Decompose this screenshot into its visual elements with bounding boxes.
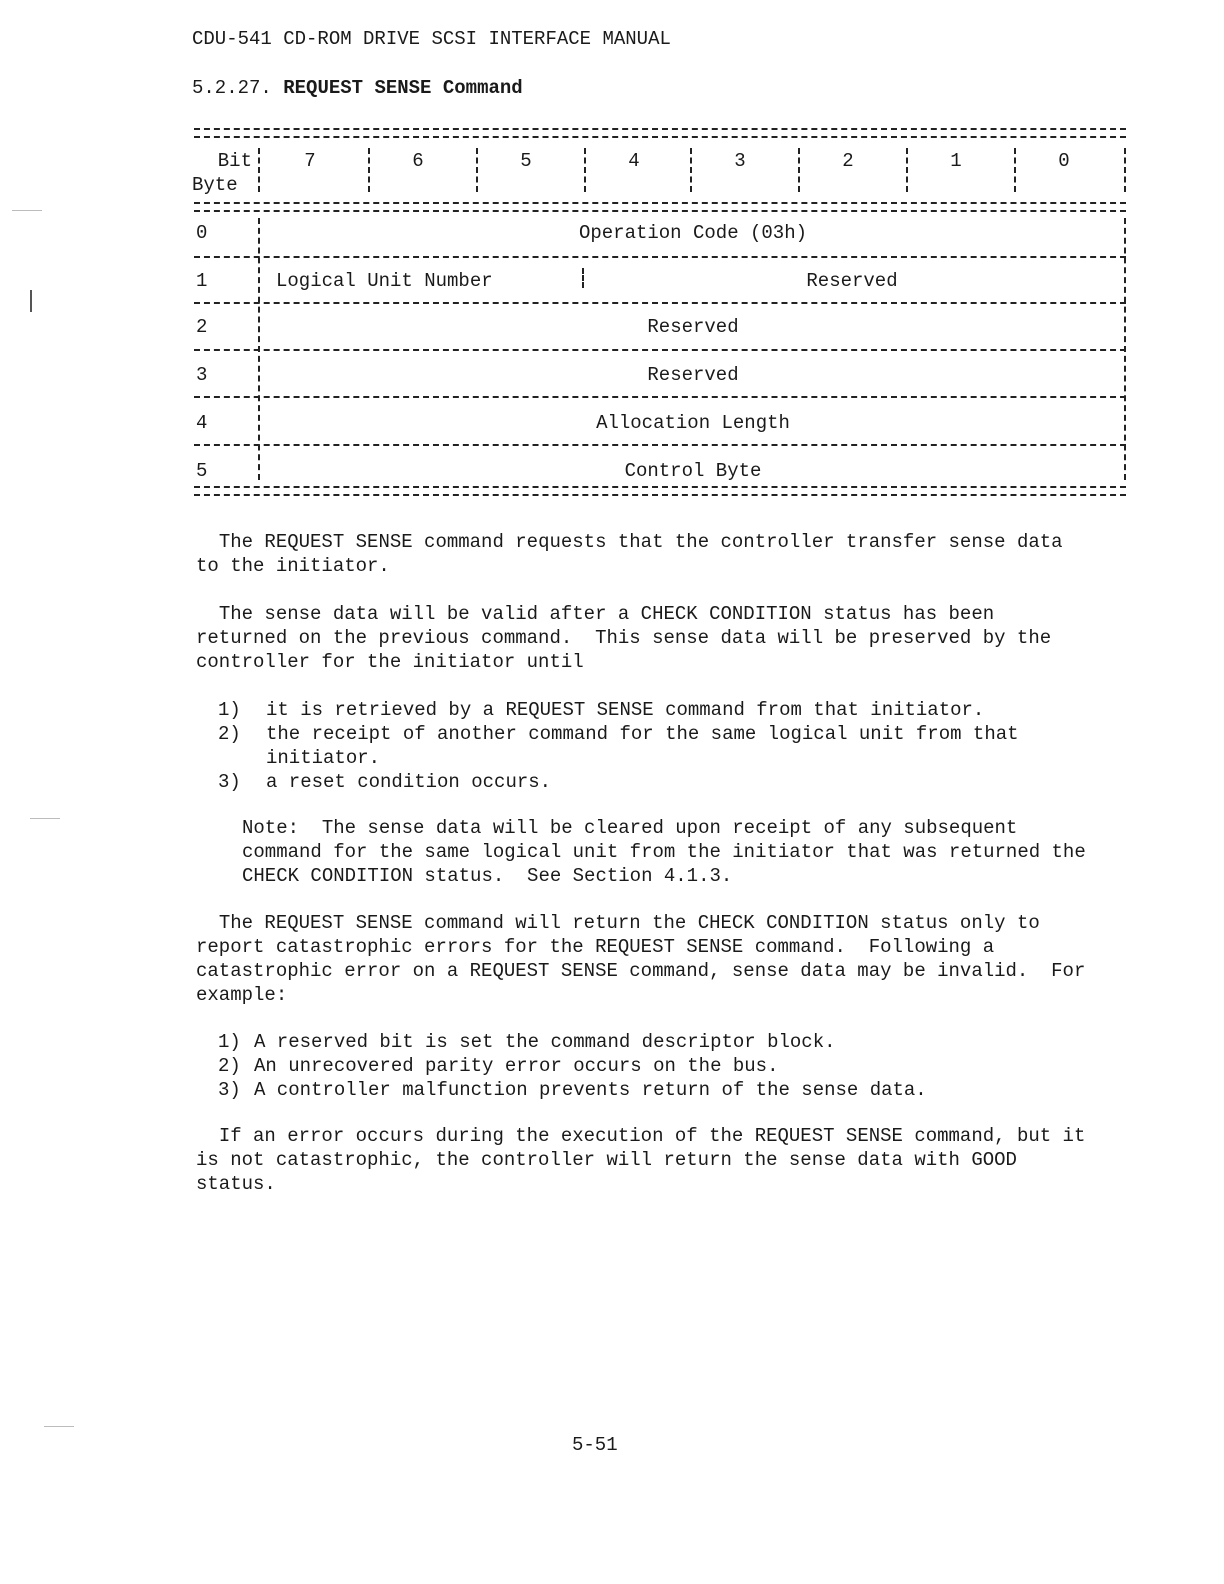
section-heading [192,77,523,99]
scan-mark [12,210,42,211]
bit-header-4: 4 [628,150,640,172]
reserved-field: Reserved [806,270,898,292]
bit-header-1: 1 [950,150,962,172]
byte-number: 1 [196,270,208,292]
bit-label: Bit [217,150,252,172]
paragraph: The sense data will be valid after a CHECK CONDITION status has been returned on the previous command. This sense data will be preserved by the controller for the initiator until [196,603,1052,673]
operation-code-field: Operation Code (03h) [578,222,808,244]
section-title: REQUEST SENSE Command [283,77,523,99]
running-header: CDU-541 CD-ROM DRIVE SCSI INTERFACE MANUAL [192,28,671,50]
list-item: 1) it is retrieved by a REQUEST SENSE command from that initiator. [218,699,985,721]
scan-mark [44,1426,74,1427]
bit-header-0: 0 [1058,150,1070,172]
retention-conditions-list [196,698,1086,794]
bit-header-2: 2 [842,150,854,172]
paragraph: If an error occurs during the execution of the REQUEST SENSE command, but it is not catastrophic, the controller will return the sense data with GOOD status. [196,1125,1086,1195]
list-item: 3) a reset condition occurs. [218,771,552,793]
allocation-length-field: Allocation Length [596,412,790,434]
list-item: 2) the receipt of another command for the same logical unit from that initiator. [218,723,1019,769]
table-header-rule [194,202,1126,212]
list-item: 2) An unrecovered parity error occurs on the bus. [218,1055,779,1077]
reserved-field: Reserved [647,364,739,386]
page-number: 5-51 [572,1434,618,1456]
bit-header-3: 3 [734,150,746,172]
byte-number: 4 [196,412,208,434]
bit-header-7: 7 [304,150,316,172]
list-item: 3) A controller malfunction prevents return of the sense data. [218,1079,927,1101]
note: Note: The sense data will be cleared upon receipt of any subsequent command for the same logical unit from the initiator that was returned the CHECK CONDITION status. See Section 4.1.3. [242,817,1086,887]
paragraph: The REQUEST SENSE command requests that the controller transfer sense data to the initiator. [196,531,1063,577]
paragraph: The REQUEST SENSE command will return the CHECK CONDITION status only to report catastrophic errors for the REQUEST SENSE command. Following a catastrophic error on a REQUEST SENSE command, sense data may be invalid. For example: [196,912,1086,1006]
byte-number: 0 [196,222,208,244]
list-item: 1) A reserved bit is set the command descriptor block. [218,1031,836,1053]
bit-header-5: 5 [520,150,532,172]
byte-number: 2 [196,316,208,338]
catastrophic-errors-list [196,1030,1074,1102]
byte-number: 5 [196,460,208,482]
table-bottom-rule [194,486,1126,496]
section-number: 5.2.27. [192,77,272,99]
bit-header-6: 6 [412,150,424,172]
byte-number: 3 [196,364,208,386]
control-byte-field: Control Byte [624,460,762,482]
table-top-rule [194,128,1126,138]
logical-unit-number-field: Logical Unit Number [276,270,493,292]
byte-label: Byte [192,174,238,196]
reserved-field: Reserved [647,316,739,338]
scan-mark [30,818,60,819]
scan-mark [30,290,32,312]
